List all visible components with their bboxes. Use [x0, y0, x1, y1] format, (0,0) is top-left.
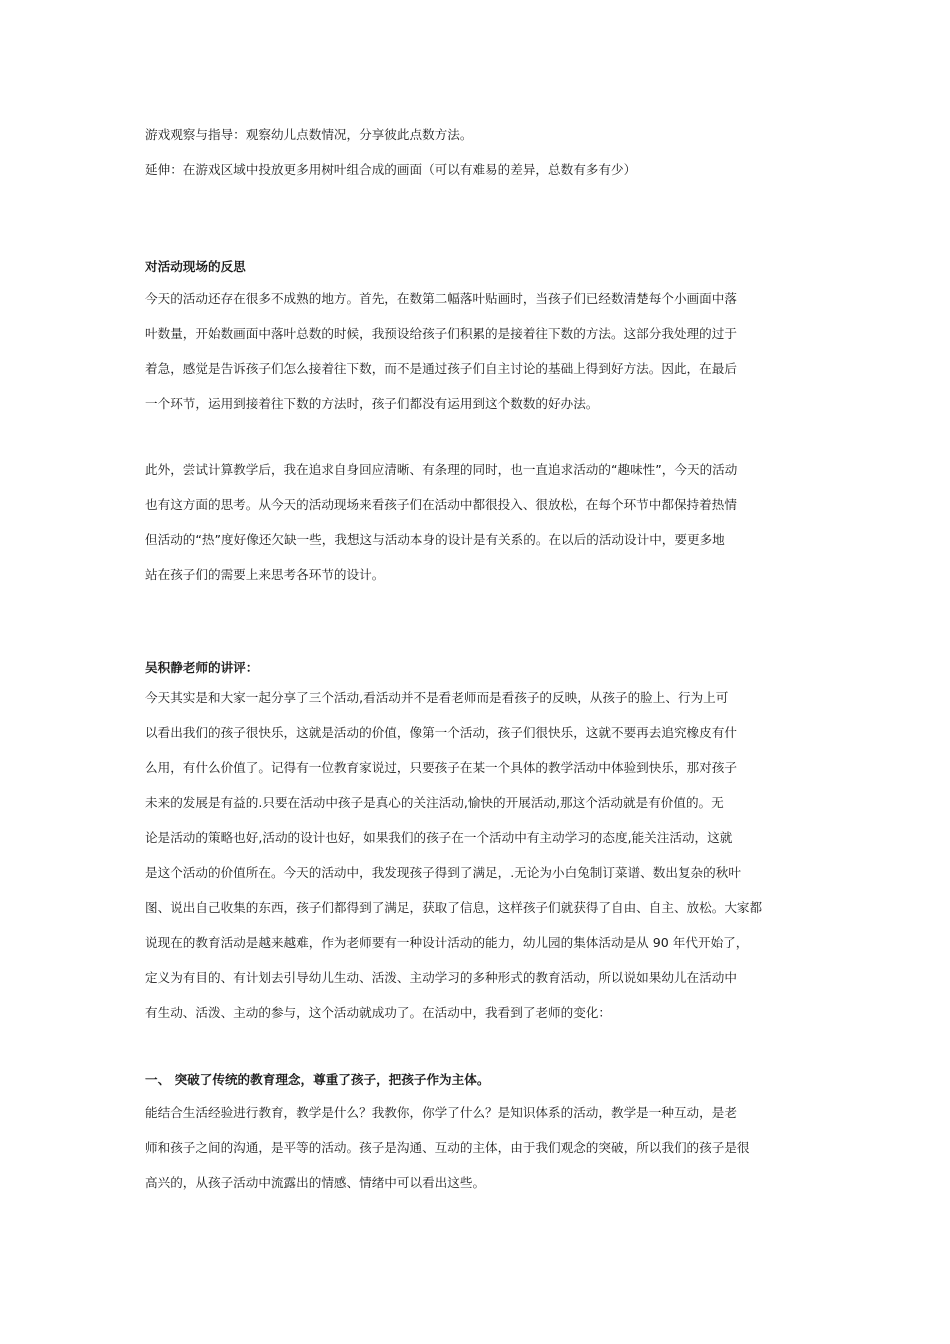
review-line: 是这个活动的价值所在。今天的活动中，我发现孩子得到了满足，.无论为小白兔制订菜谱、数出复杂的秋叶 — [145, 865, 741, 880]
point-one-line: 高兴的，从孩子活动中流露出的情感、情绪中可以看出这些。 — [145, 1175, 486, 1190]
point-one-heading: 一、 突破了传统的教育理念，尊重了孩子，把孩子作为主体。 — [145, 1072, 490, 1087]
game-observation-line: 游戏观察与指导：观察幼儿点数情况，分享彼此点数方法。 — [145, 127, 473, 142]
reflection-p2-line: 但活动的“热”度好像还欠缺一些，我想这与活动本身的设计是有关系的。在以后的活动设计中，要更多地 — [145, 532, 725, 547]
review-heading: 吴积静老师的讲评： — [145, 660, 259, 675]
reflection-p1-line: 叶数量，开始数画面中落叶总数的时候，我预设给孩子们积累的是接着往下数的方法。这部分我处理的过于 — [145, 326, 737, 341]
review-line: 以看出我们的孩子很快乐，这就是活动的价值，像第一个活动，孩子们很快乐，这就不要再去追究橡皮有什 — [145, 725, 737, 740]
review-line: 么用，有什么价值了。记得有一位教育家说过，只要孩子在某一个具体的教学活动中体验到快乐，那对孩子 — [145, 760, 737, 775]
review-line: 未来的发展是有益的.只要在活动中孩子是真心的关注活动,愉快的开展活动,那这个活动就是有价值的。无 — [145, 795, 724, 810]
reflection-p1-line: 着急，感觉是告诉孩子们怎么接着往下数，而不是通过孩子们自主讨论的基础上得到好方法。因此，在最后 — [145, 361, 737, 376]
reflection-p2-line: 站在孩子们的需要上来思考各环节的设计。 — [145, 567, 385, 582]
review-line: 今天其实是和大家一起分享了三个活动,看活动并不是看老师而是看孩子的反映，从孩子的脸上、行为上可 — [145, 690, 729, 705]
review-line: 论是活动的策略也好,活动的设计也好，如果我们的孩子在一个活动中有主动学习的态度,能关注活动，这就 — [145, 830, 733, 845]
point-one-line: 师和孩子之间的沟通，是平等的活动。孩子是沟通、互动的主体，由于我们观念的突破，所以我们的孩子是很 — [145, 1140, 750, 1155]
reflection-p2-line: 也有这方面的思考。从今天的活动现场来看孩子们在活动中都很投入、很放松，在每个环节中都保持着热情 — [145, 497, 737, 512]
extension-line: 延伸：在游戏区域中投放更多用树叶组合成的画面（可以有难易的差异，总数有多有少） — [145, 162, 637, 177]
point-one-line: 能结合生活经验进行教育，教学是什么？我教你，你学了什么？是知识体系的活动，教学是一种互动，是老 — [145, 1105, 737, 1120]
review-line: 图、说出自己收集的东西，孩子们都得到了满足，获取了信息，这样孩子们就获得了自由、自主、放松。大家都 — [145, 900, 763, 915]
reflection-heading: 对活动现场的反思 — [145, 259, 246, 274]
review-line: 有生动、活泼、主动的参与，这个活动就成功了。在活动中，我看到了老师的变化： — [145, 1005, 611, 1020]
review-line: 说现在的教育活动是越来越难，作为老师要有一种设计活动的能力，幼儿园的集体活动是从 90 年代开始了， — [145, 935, 749, 950]
review-line: 定义为有目的、有计划去引导幼儿生动、活泼、主动学习的多种形式的教育活动，所以说如果幼儿在活动中 — [145, 970, 737, 985]
reflection-p2-line: 此外，尝试计算教学后，我在追求自身回应清晰、有条理的同时，也一直追求活动的“趣味性”，今天的活动 — [145, 462, 738, 477]
reflection-p1-line: 一个环节，运用到接着往下数的方法时，孩子们都没有运用到这个数数的好办法。 — [145, 396, 599, 411]
reflection-p1-line: 今天的活动还存在很多不成熟的地方。首先，在数第二幅落叶贴画时，当孩子们已经数清楚每个小画面中落 — [145, 291, 737, 306]
